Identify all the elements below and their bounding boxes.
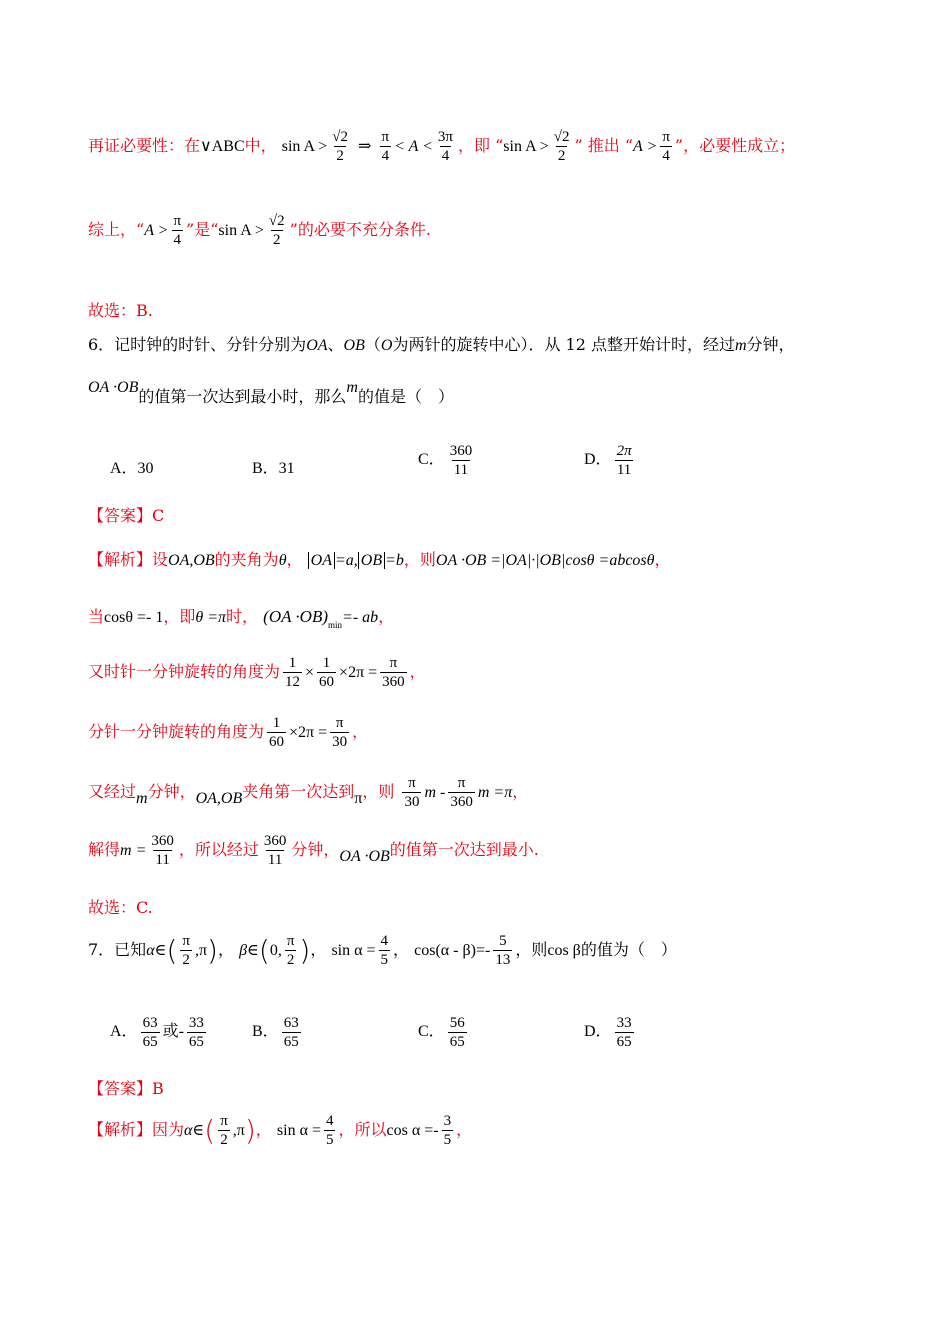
math-expr: < A < bbox=[394, 138, 433, 155]
math-expr: sin A > bbox=[503, 138, 549, 155]
triangle-symbol: ∨ABC bbox=[200, 138, 245, 155]
q5-final-answer: 故选：B. bbox=[88, 301, 153, 320]
q6-option-c[interactable]: C． $\frac{360}{11}$ bbox=[418, 443, 473, 478]
implies-symbol: ⇒ bbox=[358, 138, 372, 155]
fraction: $\frac{\pi}{4}$ bbox=[662, 129, 670, 164]
q7-stem: 7．已知α∈( $\frac{\pi}{2}$ ,π)， β∈(0, $\frac{\pi}{2}$ )， sin α = $\frac{4}{5}$ ， cos(α - β)=- $\frac{5}{13}$ ，则cos β的值为（ ） bbox=[88, 933, 677, 968]
math-expr: A > bbox=[144, 222, 169, 239]
q6-solution-line: 解得m = $\frac{360}{11}$ ，所以经过 $\frac{360}{11}$ 分钟，OA ·OB的值第一次达到最小. bbox=[88, 833, 539, 868]
text: 综上，“ bbox=[88, 220, 145, 239]
q6-analysis-line2: 当cosθ =- 1，即θ =π时， $(OA \cdot OB)_{min}=-$ ab， bbox=[88, 607, 395, 630]
q6-equation-line: 又经过m分钟，OA,OB夹角第一次达到π，则 $\frac{\pi}{30}$ m - $\frac{\pi}{360}$ m =π， bbox=[88, 775, 529, 810]
q6-option-b[interactable]: B．31 bbox=[252, 460, 295, 477]
q6-stem-line2: OA ·OB的值第一次达到最小时，那么m的值是（ ） bbox=[88, 379, 454, 406]
text: ”的必要不充分条件. bbox=[289, 220, 431, 239]
q7-option-d[interactable]: D． $\frac{33}{65}$ bbox=[584, 1015, 632, 1050]
summary-line bbox=[88, 212, 890, 249]
text: 中， bbox=[244, 136, 277, 155]
q6-final-answer: 故选：C. bbox=[88, 898, 153, 917]
fraction: $\frac{√2}{2}$ bbox=[553, 129, 570, 164]
q7-option-a[interactable]: A． $\frac{63}{65}$ 或- $\frac{33}{65}$ bbox=[110, 1015, 204, 1050]
fraction: $\frac{√2}{2}$ bbox=[332, 129, 348, 164]
fraction: $\frac{√2}{2}$ bbox=[268, 213, 285, 248]
math-expr: sin A > bbox=[218, 222, 264, 239]
q6-option-a[interactable]: A．30 bbox=[110, 460, 154, 477]
q6-hour-hand-line: 又时针一分钟旋转的角度为 $\frac{1}{12}$ × $\frac{1}{60}$ ×2π = $\frac{\pi}{360}$ ， bbox=[88, 655, 426, 690]
text: ”，必要性成立； bbox=[674, 136, 796, 155]
q6-analysis-line1: 【解析】设OA,OB的夹角为θ， OA =a, OB =b，则OA ·OB =|OA|·|OB|cosθ =abcosθ， bbox=[88, 550, 671, 569]
text: ”是“ bbox=[186, 220, 219, 239]
fraction: $\frac{3\pi}{4}$ bbox=[437, 129, 453, 164]
text: 再证必要性：在 bbox=[88, 136, 201, 155]
q6-option-d[interactable]: D． $\frac{2\pi}{11}$ bbox=[584, 443, 632, 478]
necessity-line bbox=[88, 128, 890, 165]
q7-analysis-line1: 【解析】因为α∈( $\frac{\pi}{2}$ ,π)， sin α = $\frac{4}{5}$ ，所以cos α =- $\frac{3}{5}$ ， bbox=[88, 1113, 473, 1148]
q6-answer: 【答案】C bbox=[88, 506, 165, 525]
q7-answer: 【答案】B bbox=[88, 1079, 164, 1098]
fraction: $\frac{\pi}{4}$ bbox=[381, 129, 390, 164]
q7-option-b[interactable]: B． $\frac{63}{65}$ bbox=[252, 1015, 299, 1050]
q7-option-c[interactable]: C． $\frac{56}{65}$ bbox=[418, 1015, 465, 1050]
math-expr: sin A > bbox=[281, 138, 328, 155]
q6-minute-hand-line: 分针一分钟旋转的角度为 $\frac{1}{60}$ ×2π = $\frac{\pi}{30}$ ， bbox=[88, 715, 369, 750]
q6-stem-line1: 6．记时钟的时针、分针分别为OA、OB（O为两针的旋转中心）．从 12 点整开始计时，经过m分钟， bbox=[88, 335, 795, 354]
fraction: $\frac{\pi}{4}$ bbox=[173, 213, 182, 248]
text: ” 推出 “ bbox=[574, 136, 634, 155]
math-expr: A > bbox=[633, 138, 658, 155]
text: ，即 “ bbox=[458, 136, 504, 155]
